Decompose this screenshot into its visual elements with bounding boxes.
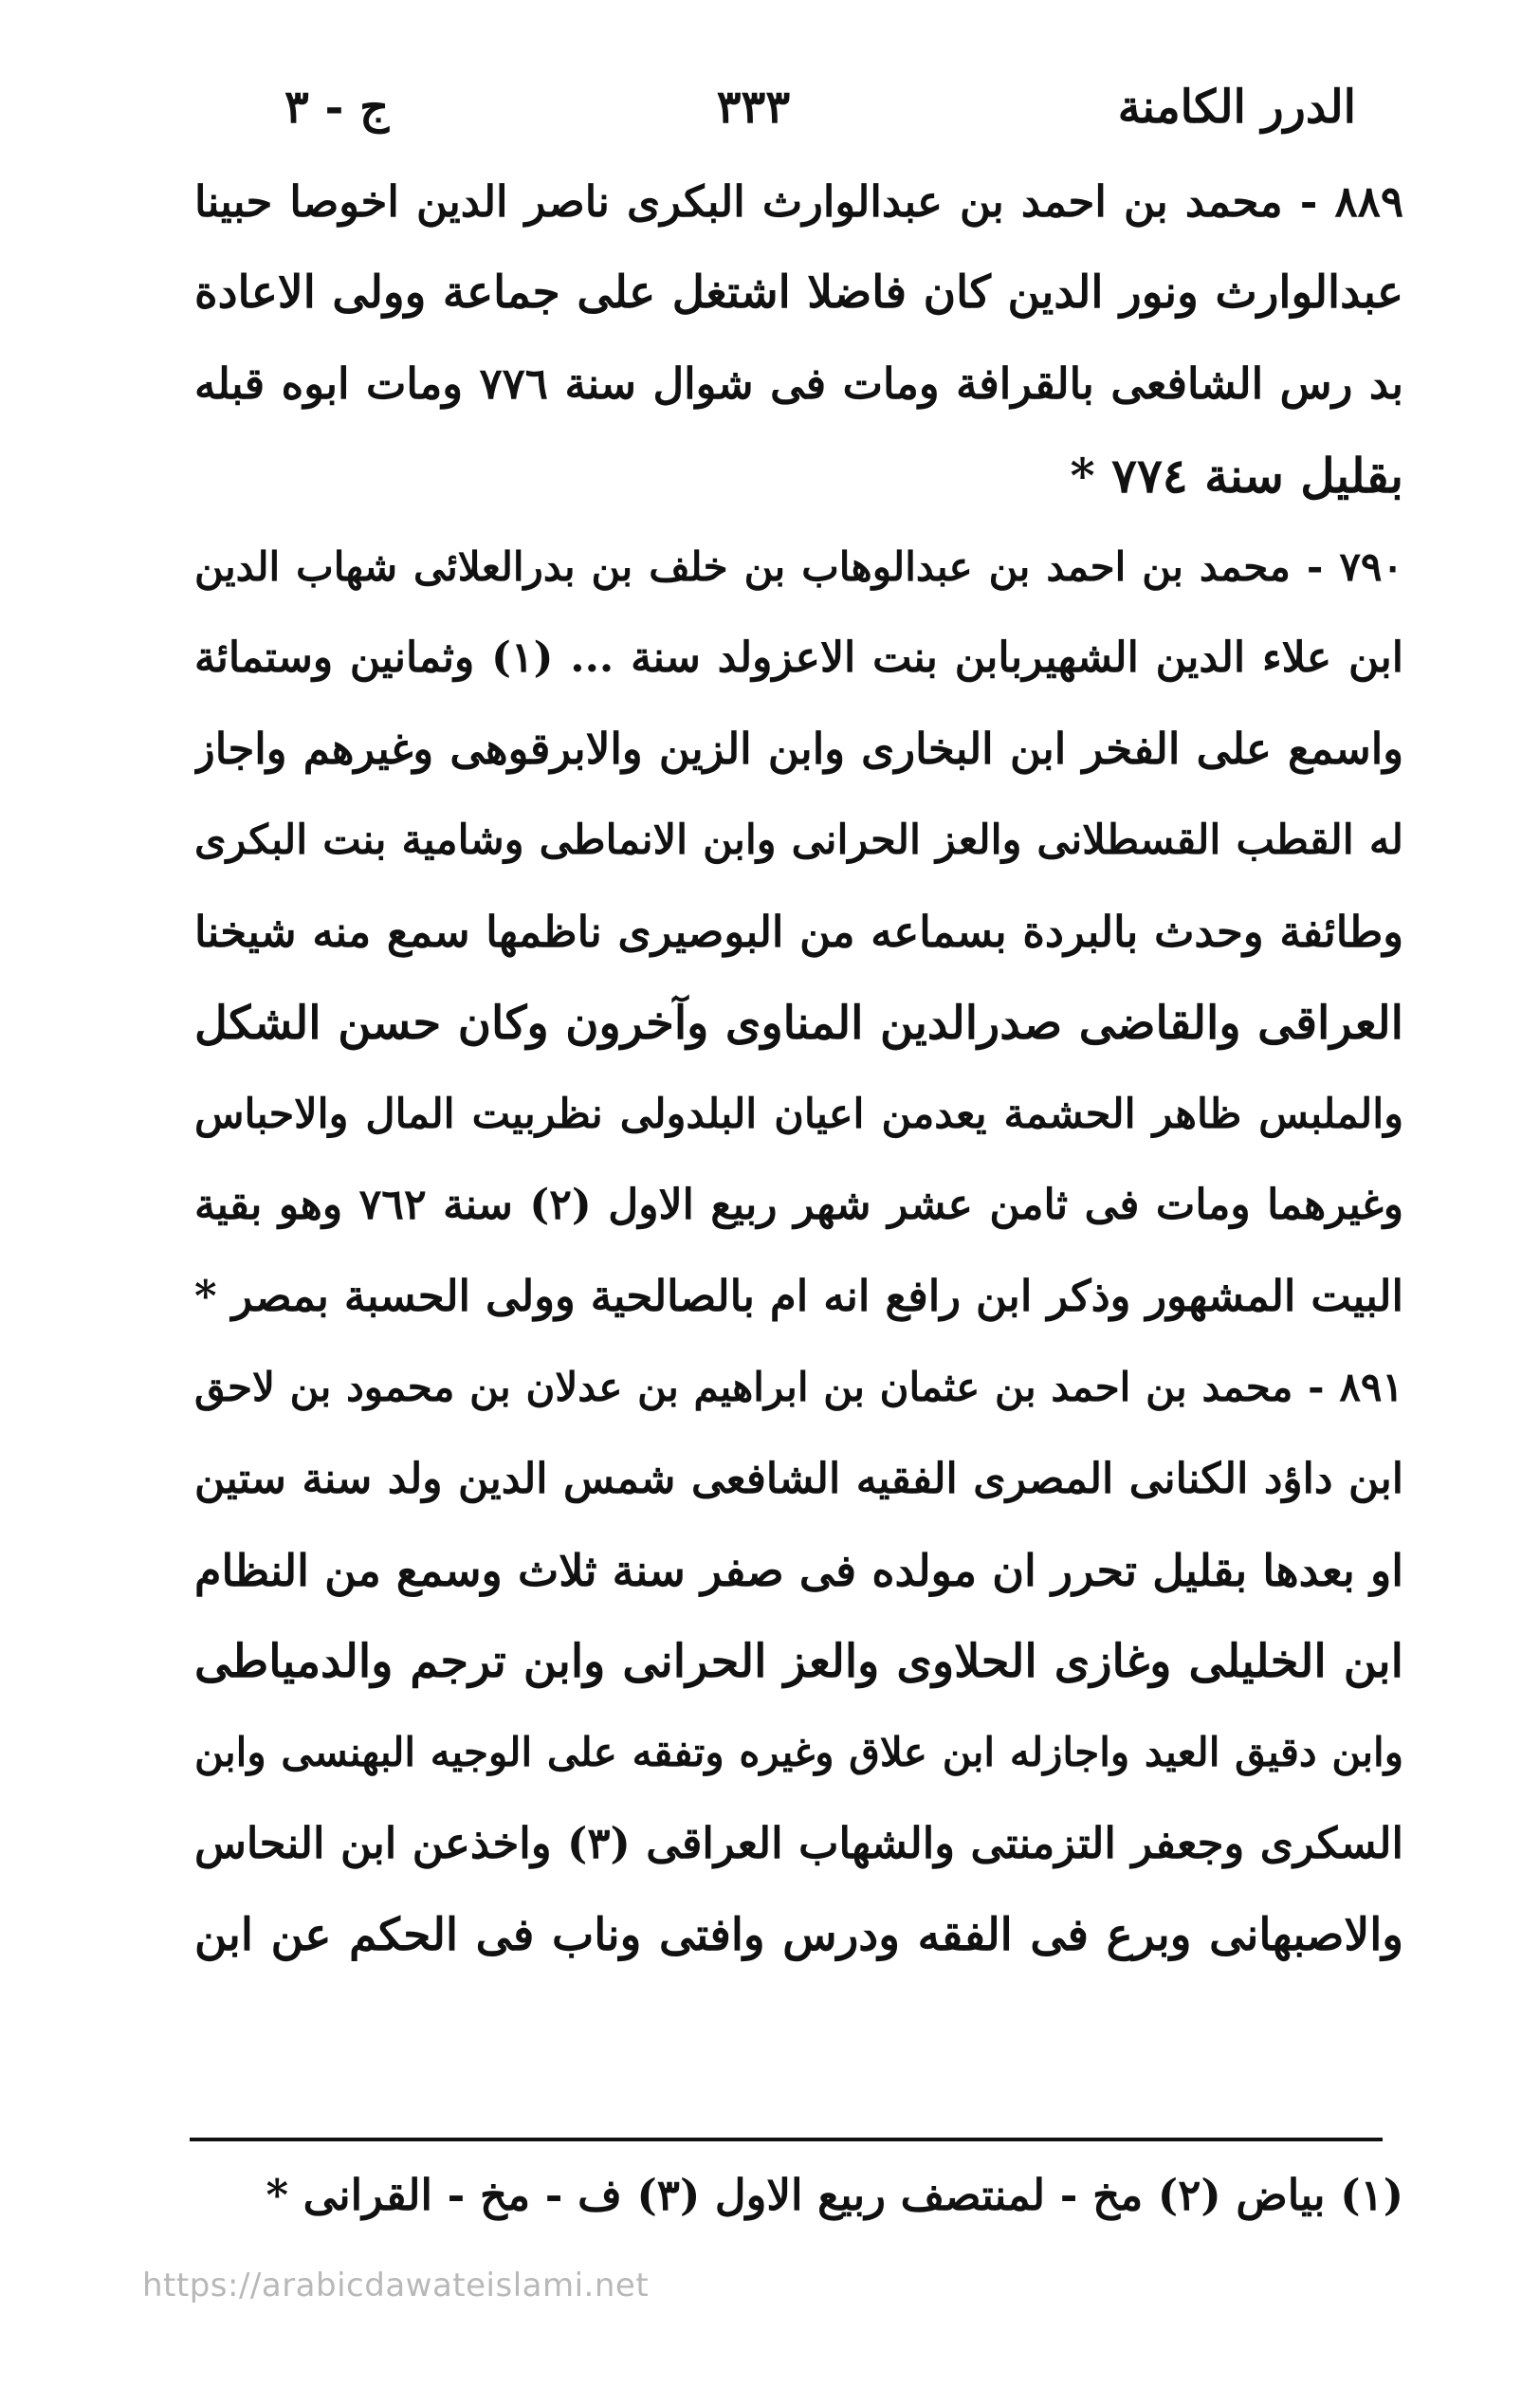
text-line: وابن دقيق العيد واجازله ابن علاق وغيره وتفقه على الوجيه البهنسى وابن: [194, 1729, 1403, 1776]
page-header: [284, 74, 1356, 140]
footnotes: (١) بياض (٢) مخ - لمنتصف ربيع الاول (٣) ف - مخ - القرانى *: [266, 2170, 1403, 2220]
text-line: واسمع على الفخر ابن البخارى وابن الزين والابرقوهى وغيرهم واجاز: [194, 724, 1403, 775]
text-line: عبدالوارث ونور الدين كان فاضلا اشتغل على جماعة وولى الاعادة: [194, 266, 1403, 320]
text-line: وغيرهما ومات فى ثامن عشر شهر ربيع الاول (٢) سنة ٧٦٢ وهو بقية: [194, 1181, 1403, 1230]
text-line: البيت المشهور وذكر ابن رافع انه ام بالصالحية وولى الحسبة بمصر *: [194, 1271, 1403, 1322]
text-line: والملبس ظاهر الحشمة يعدمن اعيان البلدولى نظربيت المال والاحباس: [194, 1090, 1403, 1138]
text-line: العراقى والقاضى صدرالدين المناوى وآخرون وكان حسن الشكل: [194, 996, 1403, 1050]
text-line: وطائفة وحدث بالبردة بسماعه من البوصيرى ناظمها سمع منه شيخنا: [194, 906, 1403, 957]
text-line: والاصبهانى وبرع فى الفقه ودرس وافتى وناب فى الحكم عن ابن: [194, 1908, 1403, 1961]
footnote-divider: [190, 2138, 1383, 2141]
text-line: بد رس الشافعى بالقرافة ومات فى شوال سنة ٧٧٦ ومات ابوه قبله: [194, 358, 1403, 410]
text-line: ابن داؤد الكنانى المصرى الفقيه الشافعى شمس الدين ولد سنة ستين: [194, 1454, 1403, 1503]
volume-number: ج - ٣: [284, 81, 390, 134]
main-text: [194, 156, 1403, 1981]
text-line: السكرى وجعفر التزمنتى والشهاب العراقى (٣) واخذعن ابن النحاس: [194, 1818, 1403, 1869]
watermark-url: https://arabicdawateislami.net: [142, 2267, 650, 2304]
text-line: ٧٩٠ - محمد بن احمد بن عبدالوهاب بن خلف بن بدرالعلائى شهاب الدين: [194, 542, 1403, 590]
text-line: ٨٩١ - محمد بن احمد بن عثمان بن ابراهيم بن عدلان بن محمود بن لاحق: [194, 1364, 1403, 1411]
page-number: ٣٣٣: [716, 81, 791, 134]
text-line: له القطب القسطلانى والعز الحرانى وابن الانماطى وشامية بنت البكرى: [194, 817, 1403, 865]
text-line: بقليل سنة ٧٧٤ *: [1070, 447, 1403, 504]
text-line: ابن علاء الدين الشهيربابن بنت الاعزولد سنة ... (١) وثمانين وستمائة: [194, 633, 1403, 682]
text-line: ٨٨٩ - محمد بن احمد بن عبدالوارث البكرى ناصر الدين اخوصا حبينا: [194, 176, 1403, 227]
text-line: ابن الخليلى وغازى الحلاوى والعز الحرانى وابن ترجم والدمياطى: [194, 1635, 1403, 1688]
book-title: الدرر الكامنة: [1117, 81, 1356, 134]
text-line: او بعدها بقليل تحرر ان مولده فى صفر سنة ثلاث وسمع من النظام: [194, 1544, 1403, 1596]
